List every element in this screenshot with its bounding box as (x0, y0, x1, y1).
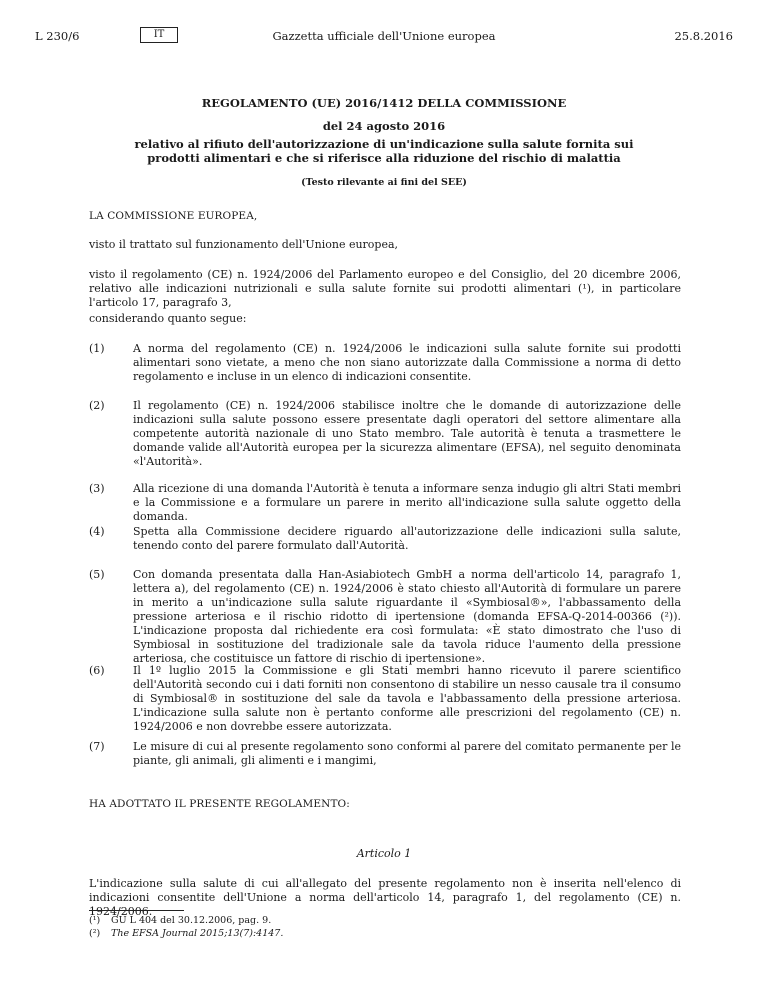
article-heading: Articolo 1 (356, 847, 412, 860)
regulation-title: REGOLAMENTO (UE) 2016/1412 DELLA COMMISSIONE (201, 96, 567, 110)
recital-text: Con domanda presentata dalla Han-Asiabiotech GmbH a norma dell'articolo 14, paragrafo 1, lettera a), del regolamento (CE) n. 1924/2006 è stato chiesto all'Autorità di formulare un parere in merito a un'indicazione sulla salute riguardante il «Symbiosal®», l'abbassamento della pressione arteriosa e il rischio ridotto di ipertensione (domanda EFSA-Q-2014-00366 (²)). L'indicazione proposta dal richiedente era così formulata: «È stato dimostrato che l'uso di Symbiosal in sostituzione del tradizionale sale da tavola riduce l'aumento della pressione arteriosa, che costituisce un fattore di rischio di ipertensione». (133, 568, 681, 665)
recital-number: (3) (89, 482, 105, 495)
eea-note: (Testo rilevante ai fini del SEE) (301, 177, 467, 188)
language-badge: IT (140, 27, 178, 43)
recital-number: (1) (89, 342, 105, 355)
regulation-reference: visto il regolamento (CE) n. 1924/2006 del Parlamento europeo e del Consiglio, del 20 dicembre 2006, relativo alle indicazioni nutrizionali e sulla salute fornite sui prodotti alimentari (¹), in particolare l'articolo 17, paragrafo 3, (89, 268, 681, 309)
regulation-subject: relativo al rifiuto dell'autorizzazione di un'indicazione sulla salute fornita sui prodotti alimentari e che si riferisce alla riduzione del rischio di malattia (134, 137, 634, 165)
adopted-line: HA ADOTTATO IL PRESENTE REGOLAMENTO: (89, 798, 350, 810)
footnote-text: The EFSA Journal 2015;13(7):4147. (111, 928, 284, 939)
commission-line: LA COMMISSIONE EUROPEA, (89, 210, 258, 222)
footnote-divider (89, 910, 184, 911)
recital-text: A norma del regolamento (CE) n. 1924/2006 le indicazioni sulla salute fornite sui prodotti alimentari sono vietate, a meno che non siano autorizzate dalla Commissione a norma di detto regolamento e incluse in un elenco di indicazioni consentite. (133, 342, 681, 383)
whereas-line: considerando quanto segue: (89, 312, 247, 325)
page-reference: L 230/6 (35, 29, 80, 43)
recital-text: Spetta alla Commissione decidere riguardo all'autorizzazione delle indicazioni sulla salute, tenendo conto del parere formulato dall'Autorità. (133, 525, 681, 552)
recital-text: Alla ricezione di una domanda l'Autorità è tenuta a informare senza indugio gli altri Stati membri e la Commissione e a formulare un parere in merito all'indicazione sulla salute oggetto della domanda. (133, 482, 681, 523)
recital-number: (2) (89, 399, 105, 412)
recital-number: (6) (89, 664, 105, 677)
article-text: L'indicazione sulla salute di cui all'allegato del presente regolamento non è inserita nell'elenco di indicazioni consentite dell'Unione a norma dell'articolo 14, paragrafo 1, del regolamento (CE) n. 1924/2006. (89, 877, 681, 918)
publication-date: 25.8.2016 (674, 29, 733, 43)
footnote-2 (89, 928, 283, 940)
recital-number: (5) (89, 568, 105, 581)
recital-text: Le misure di cui al presente regolamento sono conformi al parere del comitato permanente per le piante, gli animali, gli alimenti e i mangimi, (133, 740, 681, 767)
journal-title: Gazzetta ufficiale dell'Unione europea (272, 29, 496, 43)
recital-text: Il regolamento (CE) n. 1924/2006 stabilisce inoltre che le domande di autorizzazione delle indicazioni sulla salute possono essere presentate dagli operatori del settore alimentare alla competente autorità nazionale di uno Stato membro. Tale autorità è tenuta a trasmettere le domande valide all'Autorità europea per la sicurezza alimentare (EFSA), nel seguito denominata «l'Autorità». (133, 399, 681, 468)
recital-number: (7) (89, 740, 105, 753)
footnote-mark: (¹) (89, 915, 101, 926)
regulation-date: del 24 agosto 2016 (322, 119, 446, 133)
footnote-mark: (²) (89, 928, 101, 939)
recital-number: (4) (89, 525, 105, 538)
recital-text: Il 1º luglio 2015 la Commissione e gli Stati membri hanno ricevuto il parere scientifico dell'Autorità secondo cui i dati forniti non consentono di stabilire un nesso causale tra il consumo di Symbiosal® in sostituzione del sale da tavola e l'abbassamento della pressione arteriosa. L'indicazione sulla salute non è pertanto conforme alle prescrizioni del regolamento (CE) n. 1924/2006 e non dovrebbe essere autorizzata. (133, 664, 681, 733)
footnote-text: GU L 404 del 30.12.2006, pag. 9. (111, 915, 272, 926)
footnote-1 (89, 915, 271, 927)
treaty-line: visto il trattato sul funzionamento dell'Unione europea, (89, 238, 399, 251)
